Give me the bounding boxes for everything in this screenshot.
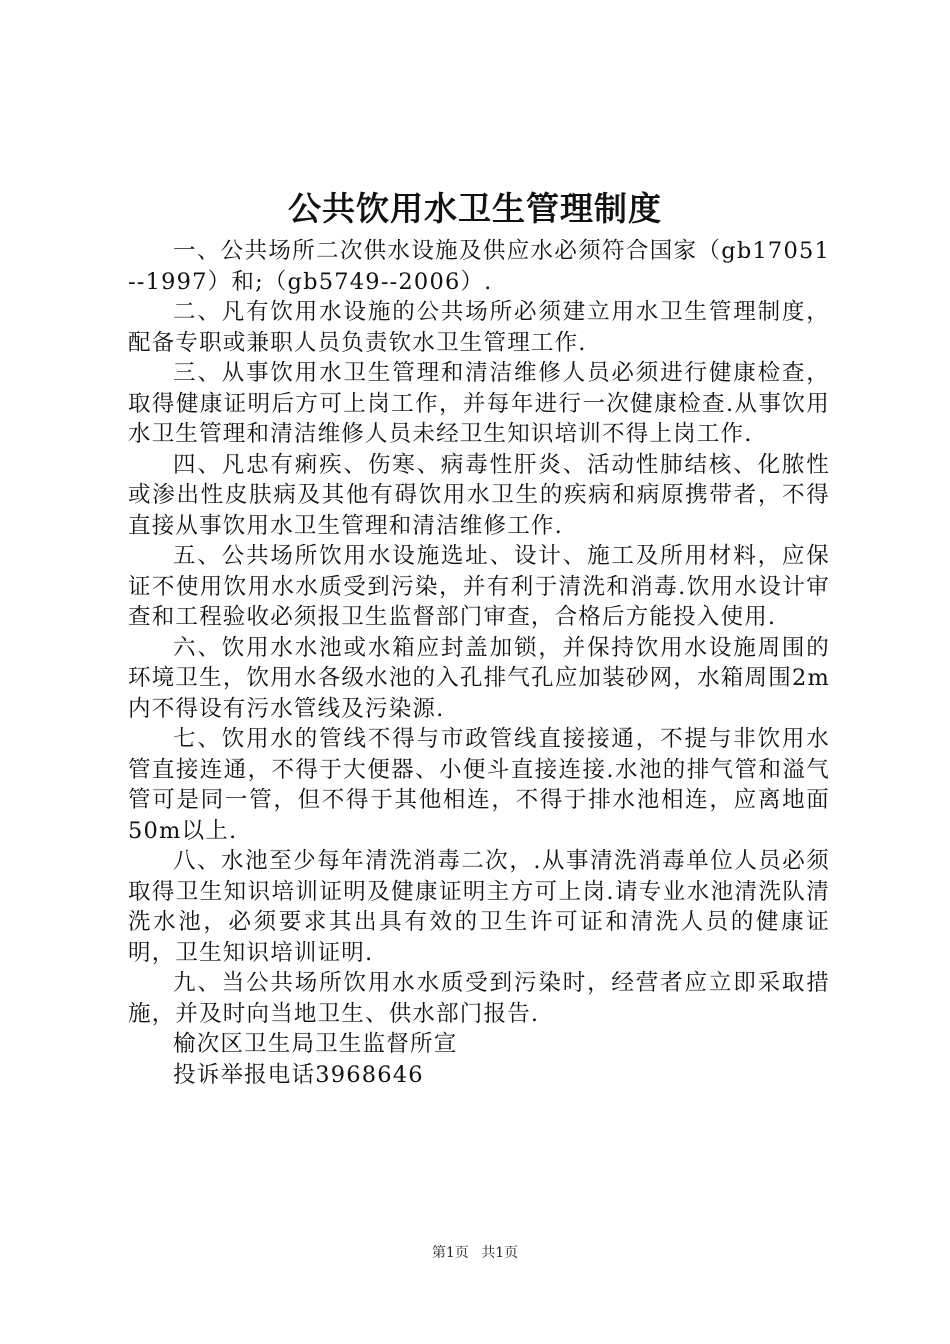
paragraph-8: 八、水池至少每年清洗消毒二次，.从事清洗消毒单位人员必须取得卫生知识培训证明及健康证明主方可上岗.请专业水池清洗队清洗水池，必须要求其出具有效的卫生许可证和清洗人员的健康证明，卫生知识培训证明. — [128, 848, 830, 966]
page-footer — [0, 1243, 950, 1263]
paragraph-9: 九、当公共场所饮用水水质受到污染时，经营者应立即采取措施，并及时向当地卫生、供水部门报告. — [128, 970, 830, 1027]
issuer-line: 榆次区卫生局卫生监督所宣 — [173, 1031, 458, 1057]
paragraph-6: 六、饮用水水池或水箱应封盖加锁，并保持饮用水设施周围的环境卫生，饮用水各级水池的入孔排气孔应加装砂网，水箱周围2m内不得设有污水管线及污染源. — [128, 634, 830, 722]
paragraph-1: 一、公共场所二次供水设施及供应水必须符合国家（gb17051--1997）和;（gb5749--2006）. — [128, 238, 830, 295]
paragraph-3: 三、从事饮用水卫生管理和清洁维修人员必须进行健康检查，取得健康证明后方可上岗工作，并每年进行一次健康检查.从事饮用水卫生管理和清洁维修人员未经卫生知识培训不得上岗工作. — [128, 360, 830, 447]
paragraph-4: 四、凡忠有痢疾、伤寒、病毒性肝炎、活动性肺结核、化脓性或渗出性皮肤病及其他有碍饮用水卫生的疾病和病原携带者，不得直接从事饮用水卫生管理和清洁维修工作. — [128, 451, 830, 539]
document-title: 公共饮用水卫生管理制度 — [288, 189, 662, 228]
document-body — [128, 236, 830, 1090]
paragraph-5: 五、公共场所饮用水设施选址、设计、施工及所用材料，应保证不使用饮用水水质受到污染，并有利于清洗和消毒.饮用水设计审查和工程验收必须报卫生监督部门审查，合格后方能投入使用. — [128, 543, 830, 630]
hotline-line: 投诉举报电话3968646 — [173, 1061, 424, 1088]
page-total: 共1页 — [481, 1245, 519, 1261]
paragraph-2: 二、凡有饮用水设施的公共场所必须建立用水卫生管理制度，配备专职或兼职人员负责钦水卫生管理工作. — [128, 299, 830, 356]
paragraph-7: 七、饮用水的管线不得与市政管线直接接通，不提与非饮用水管直接连通，不得于大便器、小便斗直接连接.水池的排气管和溢气管可是同一管，但不得于其他相连，不得于排水池相连，应离地面50m以上. — [128, 726, 830, 844]
page-number: 第1页 — [431, 1245, 469, 1261]
